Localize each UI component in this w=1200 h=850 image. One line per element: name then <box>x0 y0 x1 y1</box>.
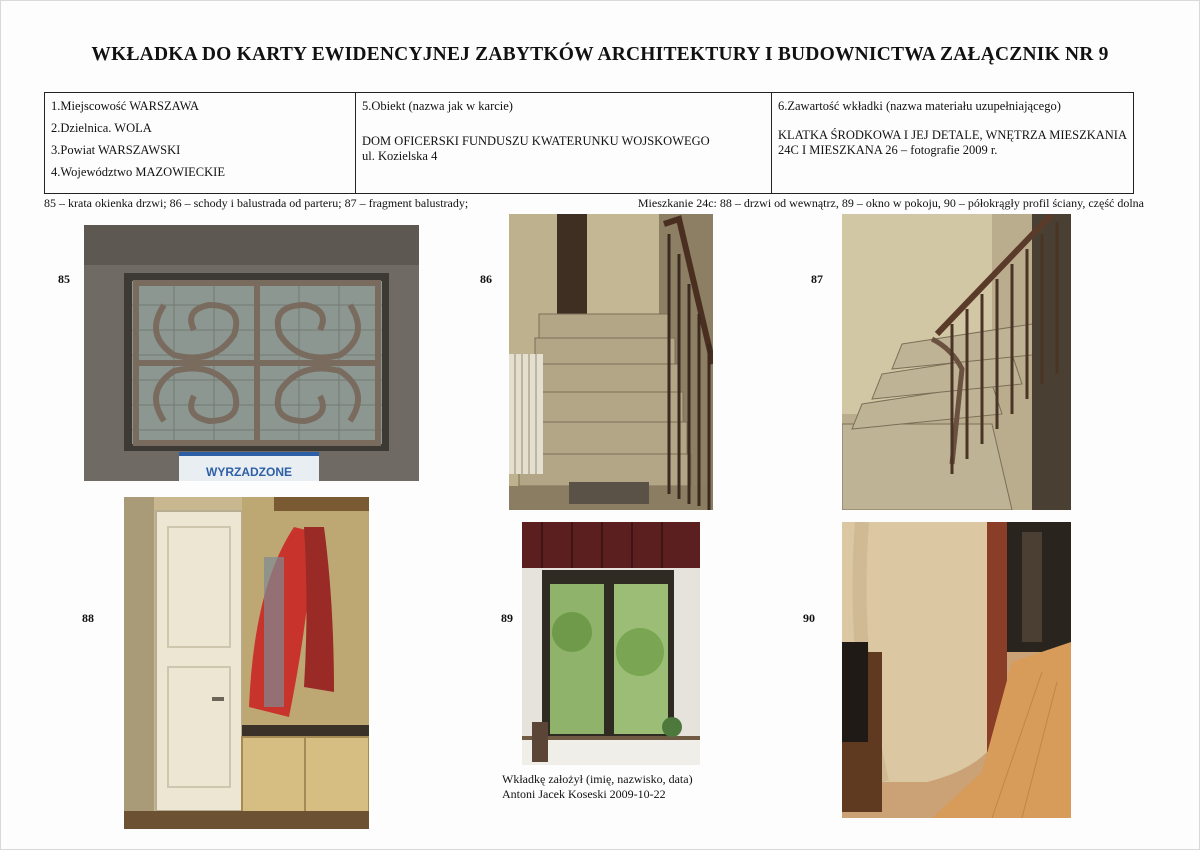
district-field: 2.Dzielnica. WOLA <box>51 121 152 135</box>
caption-apartment: Mieszkanie 24c: 88 – drzwi od wewnątrz, 89 – okno w pokoju, 90 – półokrągły profil ściany, część dolna <box>637 196 1144 210</box>
photo-number-90: 90 <box>803 611 815 625</box>
voivodeship-field: 4.Województwo MAZOWIECKIE <box>51 165 225 179</box>
info-table <box>44 92 1134 194</box>
contents-heading: 6.Zawartość wkładki (nazwa materiału uzupełniającego) <box>778 99 1061 113</box>
photo-number-86: 86 <box>480 272 492 286</box>
photo-caption <box>44 196 1144 211</box>
photo-90-wall-profile <box>842 522 1071 818</box>
signature-label: Wkładkę założył (imię, nazwisko, data) <box>502 772 693 786</box>
signature-value: Antoni Jacek Koseski 2009-10-22 <box>502 787 666 801</box>
photo-85-door-grille <box>84 225 419 481</box>
object-address: ul. Kozielska 4 <box>362 149 438 163</box>
object-name: DOM OFICERSKI FUNDUSZU KWATERUNKU WOJSKOWEGO <box>362 134 710 148</box>
photo-number-89: 89 <box>501 611 513 625</box>
photo-number-87: 87 <box>811 272 823 286</box>
object-cell <box>356 93 772 193</box>
location-cell <box>45 93 356 193</box>
page-title: WKŁADKA DO KARTY EWIDENCYJNEJ ZABYTKÓW ARCHITEKTURY I BUDOWNICTWA ZAŁĄCZNIK NR 9 <box>91 44 1109 65</box>
county-field: 3.Powiat WARSZAWSKI <box>51 143 181 157</box>
photo-87-balustrade <box>842 214 1071 510</box>
photo-88-door-inside <box>124 497 369 829</box>
photo-85-sign-text: WYRZADZONE <box>206 465 292 479</box>
object-heading: 5.Obiekt (nazwa jak w karcie) <box>362 99 513 113</box>
caption-stairwell: 85 – krata okienka drzwi; 86 – schody i balustrada od parteru; 87 – fragment balustrady; <box>44 196 469 210</box>
signature-block <box>502 772 693 802</box>
place-field: 1.Miejscowość WARSZAWA <box>51 99 200 113</box>
photo-86-staircase <box>509 214 713 510</box>
contents-description: KLATKA ŚRODKOWA I JEJ DETALE, WNĘTRZA MIESZKANIA 24C I MIESZKANA 26 – fotografie 2009 r. <box>778 128 1127 157</box>
photo-number-88: 88 <box>82 611 94 625</box>
contents-cell <box>772 93 1133 193</box>
photo-number-85: 85 <box>58 272 70 286</box>
photo-89-window <box>522 522 700 765</box>
